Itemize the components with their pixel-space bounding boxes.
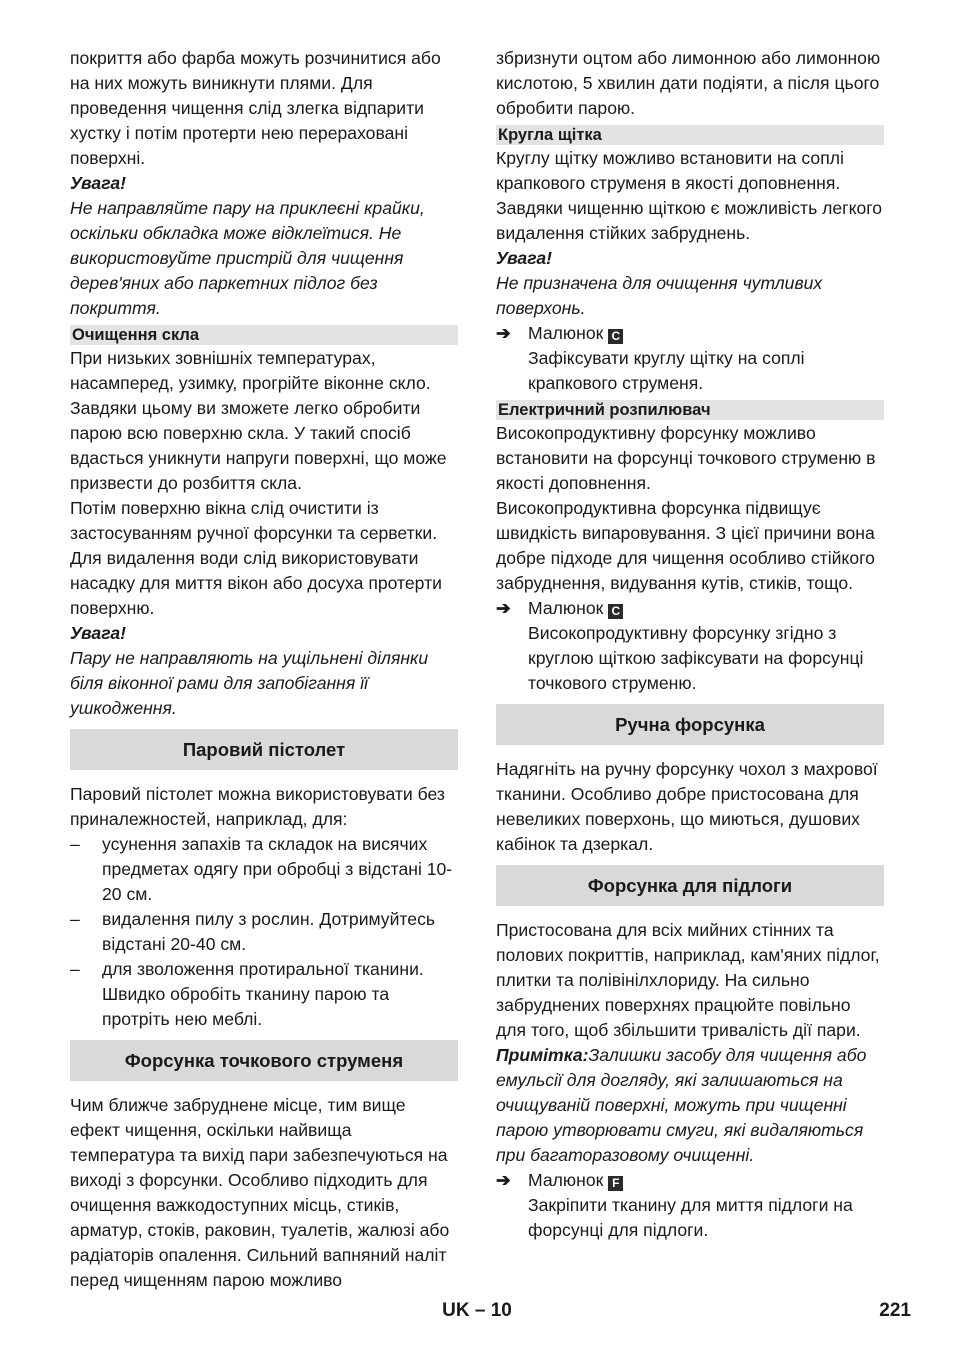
round-brush-heading: Кругла щітка	[496, 125, 884, 145]
list-item-text: видалення пилу з рослин. Дотримуйтесь відстані 20-40 см.	[102, 909, 436, 954]
instruction-step-text: Зафіксувати круглу щітку на соплі крапкового струменя.	[528, 348, 805, 393]
dash-bullet: –	[70, 834, 80, 854]
floor-nozzle-paragraph: Пристосована для всіх мийних стінних та полових покриттів, наприклад, кам'яних підлог, плитки та полівінілхлориду. На сильно забруднених поверхнях працюйте повільно для того, щоб збільшити тривалість дії пари.	[496, 920, 880, 1040]
floor-nozzle-heading: Форсунка для підлоги	[496, 865, 884, 906]
figure-reference: Малюнок	[528, 323, 604, 343]
instruction-step-text: Закріпити тканину для миття підлоги на форсунці для підлоги.	[528, 1195, 853, 1240]
warning-text: Не направляйте пару на приклеєні крайки, оскільки обкладка може відклеїтися. Не використовуйте пристрій для чищення дерев'яних або паркетних підлог без покриття.	[70, 198, 425, 318]
instruction-step	[496, 321, 884, 346]
glass-cleaning-paragraph-2: Потім поверхню вікна слід очистити із застосуванням ручної форсунки та серветки. Для видалення води слід використовувати насадку для миття вікон або досуха протерти поверхню.	[70, 498, 442, 618]
warning-title: Увага!	[496, 248, 553, 268]
warning-text: Пару не направляють на ущільнені ділянки біля віконної рами для запобігання її ушкодження.	[70, 648, 429, 718]
left-column	[70, 46, 458, 1293]
figure-letter-badge: C	[608, 329, 623, 344]
list-item-text: усунення запахів та складок на висячих предметах одягу при обробці з відстані 10-20 см.	[102, 834, 453, 904]
list-item	[70, 957, 458, 1032]
continued-paragraph: збризнути оцтом або лимонною або лимонною кислотою, 5 хвилин дати подіяти, а після цього обробити парою.	[496, 48, 881, 118]
note-text: Залишки засобу для чищення або емульсії для догляду, які залишаються на очищуваній поверхні, можуть при чищенні парою утворювати смуги, які видаляються при багаторазовому очищенні.	[496, 1045, 867, 1165]
note-label: Примітка:	[496, 1045, 589, 1065]
glass-cleaning-heading: Очищення скла	[70, 325, 458, 345]
list-item	[70, 907, 458, 957]
point-jet-nozzle-paragraph: Чим ближче забруднене місце, тим вище ефект чищення, оскільки найвища температура та вихід пари забезпечуються на виході з форсунки. Особливо підходить для очищення важкодоступних місць, стиків, арматур, стоків, раковин, туалетів, жалюзі або радіаторів опалення. Сильний вапняний наліт перед чищенням парою можливо	[70, 1095, 450, 1290]
page-number: 221	[879, 1300, 911, 1321]
round-brush-paragraph: Круглу щітку можливо встановити на соплі крапкового струменя в якості доповнення. Завдяки чищенню щіткою є можливість легкого видалення стійких забруднень.	[496, 148, 883, 243]
steam-gun-heading: Паровий пістолет	[70, 729, 458, 770]
note-paragraph	[496, 1043, 884, 1168]
steam-gun-intro: Паровий пістолет можна використовувати без приналежностей, наприклад, для:	[70, 784, 445, 829]
figure-reference: Малюнок	[528, 598, 604, 618]
dash-bullet: –	[70, 959, 80, 979]
power-nozzle-heading: Електричний розпилювач	[496, 400, 884, 420]
power-nozzle-paragraph: Високопродуктивну форсунку можливо встановити на форсунці точкового струменю в якості доповнення.	[496, 423, 876, 493]
list-item	[70, 832, 458, 907]
list-item-text: для зволоження протиральної тканини. Швидко обробіть тканину парою та протріть нею меблі.	[102, 959, 424, 1029]
warning-title: Увага!	[70, 623, 127, 643]
dash-bullet: –	[70, 909, 80, 929]
figure-reference: Малюнок	[528, 1170, 604, 1190]
hand-nozzle-paragraph: Надягніть на ручну форсунку чохол з махрової тканини. Особливо добре пристосована для невеликих поверхонь, що миються, душових кабінок та дзеркал.	[496, 759, 878, 854]
glass-cleaning-paragraph: При низьких зовнішніх температурах, насамперед, узимку, прогрійте віконне скло. Завдяки цьому ви зможете легко обробити парою всю поверхню скла. У такий спосіб вдасться уникнути напруги поверхні, що може призвести до розбиття скла.	[70, 348, 447, 493]
power-nozzle-paragraph-2: Високопродуктивна форсунка підвищує швидкість випаровування. З цієї причини вона добре підходе для чищення особливо стійкого забруднення, видування кутів, стиків, тощо.	[496, 498, 875, 593]
footer-section-label: UK – 10	[442, 1300, 512, 1321]
instruction-step	[496, 1168, 884, 1193]
arrow-right-icon: ➔	[496, 323, 511, 343]
arrow-right-icon: ➔	[496, 1170, 511, 1190]
hand-nozzle-heading: Ручна форсунка	[496, 704, 884, 745]
warning-title: Увага!	[70, 173, 127, 193]
intro-paragraph: покриття або фарба можуть розчинитися або на них можуть виникнути плями. Для проведення чищення слід злегка відпарити хустку і потім протерти нею перераховані поверхні.	[70, 48, 441, 168]
warning-text: Не призначена для очищення чутливих поверхонь.	[496, 273, 823, 318]
instruction-step-text: Високопродуктивну форсунку згідно з круглою щіткою зафіксувати на форсунці точкового струменю.	[528, 623, 864, 693]
point-jet-nozzle-heading: Форсунка точкового струменя	[70, 1040, 458, 1081]
arrow-right-icon: ➔	[496, 598, 511, 618]
figure-letter-badge: F	[608, 1176, 623, 1191]
figure-letter-badge: C	[608, 604, 623, 619]
instruction-step	[496, 596, 884, 621]
right-column	[496, 46, 884, 1243]
